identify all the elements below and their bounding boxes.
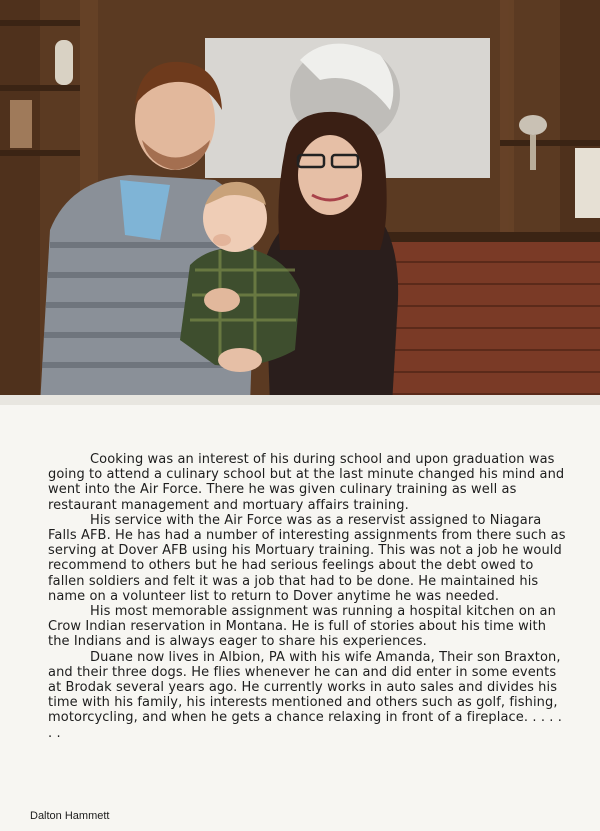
article-paragraph: His service with the Air Force was as a reservist assigned to Niagara Falls AFB. He has had a number of interesting assignments from there such as serving at Dover AFB using his Mortuary training. This was not a job he would recommend to others but he had serious feelings about the debt owed to fallen soldiers and felt it was a job that had to be done. He maintained his name on a volunteer list to return to Dover anytime he was needed. — [48, 512, 566, 604]
article-body — [48, 452, 568, 741]
brick-fireplace — [380, 240, 600, 405]
family-photo — [0, 0, 600, 405]
author-byline: Dalton Hammett — [30, 810, 110, 822]
article-paragraph: Duane now lives in Albion, PA with his wife Amanda, Their son Braxton, and their three dogs. He flies whenever he can and did enter in some events at Brodak several years ago. He currently works in auto sales and divides his time with his family, his interests mentioned and others such as golf, fishing, motorcycling, and when he gets a chance relaxing in front of a fireplace. . . . . . . — [48, 649, 562, 741]
article-paragraph: His most memorable assignment was running a hospital kitchen on an Crow Indian reservation in Montana. He is full of stories about his time with the Indians and is always eager to share his experiences. — [48, 604, 556, 650]
article-paragraph: Cooking was an interest of his during school and upon graduation was going to attend a culinary school but at the last minute changed his mind and went into the Air Force. There he was given culinary training as well as restaurant management and mortuary affairs training. — [48, 452, 565, 513]
family-photo-illustration — [0, 0, 600, 405]
woman-figure — [265, 112, 398, 405]
